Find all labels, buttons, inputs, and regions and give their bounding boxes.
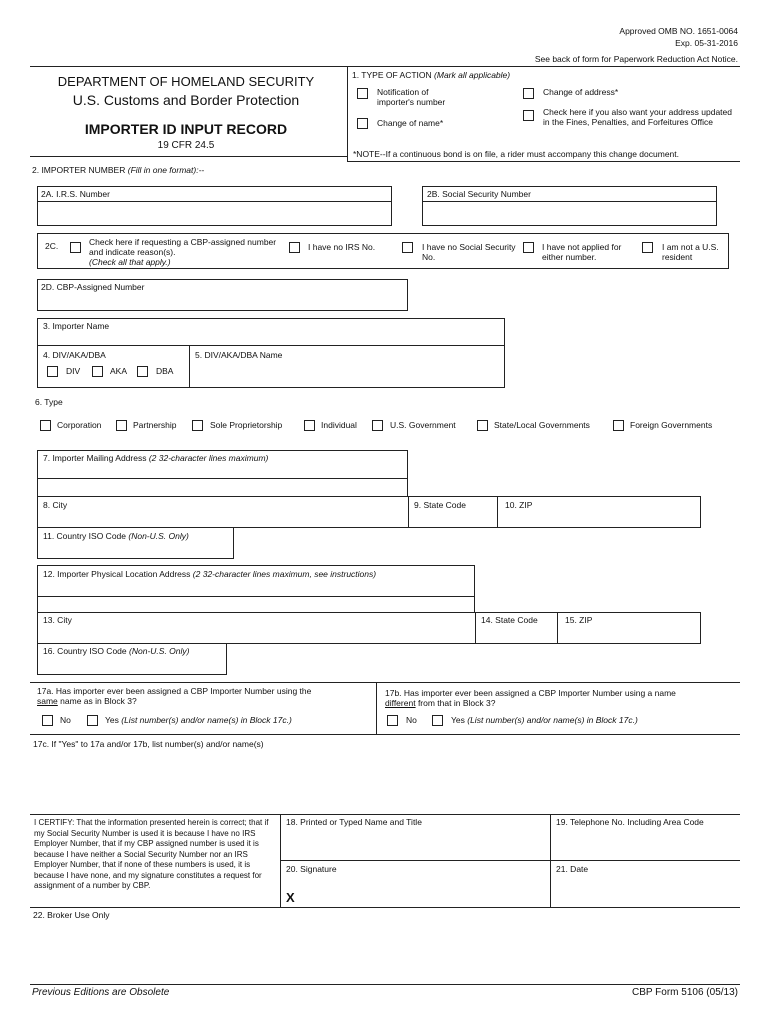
change-name-checkbox[interactable]: [357, 118, 368, 129]
signature-x-mark: X: [286, 890, 295, 905]
physical-address-label: 12. Importer Physical Location Address (2 32-character lines maximum, see instructions): [43, 569, 377, 579]
cfr-reference: 19 CFR 24.5: [157, 140, 215, 151]
block17c-label: 17c. If "Yes" to 17a and/or 17b, list number(s) and/or name(s): [33, 739, 264, 749]
mailing-city-label: 8. City: [43, 500, 68, 510]
no-irs-checkbox[interactable]: [289, 242, 300, 253]
physical-address-line1-field[interactable]: [38, 580, 474, 595]
cbp-request-label: Check here if requesting a CBP-assigned number and indicate reason(s). (Check all that apply.): [89, 237, 277, 267]
div-checkbox[interactable]: [47, 366, 58, 377]
div-aka-dba-label: 4. DIV/AKA/DBA: [43, 350, 106, 360]
block2c-label: 2C.: [45, 241, 59, 251]
block17a-yes-label: Yes (List number(s) and/or name(s) in Block 17c.): [105, 715, 292, 725]
type-corporation-label: Corporation: [57, 420, 102, 430]
mailing-address-label: 7. Importer Mailing Address (2 32-character lines maximum): [43, 453, 269, 463]
block17-bottom-rule: [30, 734, 740, 735]
type-foreign-checkbox[interactable]: [613, 420, 624, 431]
type-state-local-label: State/Local Governments: [494, 420, 590, 430]
notification-label: Notification of importer's number: [377, 87, 446, 107]
physical-zip-field[interactable]: [558, 626, 700, 643]
header-rule: [30, 66, 740, 67]
type-sole-proprietorship-checkbox[interactable]: [192, 420, 203, 431]
bond-note: *NOTE--If a continuous bond is on file, a rider must accompany this change document.: [353, 149, 679, 159]
type-state-local-checkbox[interactable]: [477, 420, 488, 431]
date-label: 21. Date: [556, 864, 589, 874]
importer-name-field[interactable]: [38, 332, 504, 344]
telephone-label: 19. Telephone No. Including Area Code: [556, 817, 704, 827]
certify-bottom-rule: [30, 907, 740, 908]
footer-rule: [30, 984, 740, 985]
notification-checkbox[interactable]: [357, 88, 368, 99]
block17-top-rule: [30, 682, 740, 683]
irs-number-field[interactable]: [38, 203, 391, 225]
dba-checkbox[interactable]: [137, 366, 148, 377]
certify-middle-rule: [280, 860, 740, 861]
physical-zip-label: 15. ZIP: [565, 615, 593, 625]
telephone-field[interactable]: [552, 830, 738, 858]
printed-name-field[interactable]: [282, 830, 548, 858]
div-aka-dba-name-field[interactable]: [191, 362, 503, 386]
div-label: DIV: [66, 366, 81, 376]
block17b-no-checkbox[interactable]: [387, 715, 398, 726]
name-phone-divider: [550, 814, 551, 907]
mailing-state-field[interactable]: [409, 511, 496, 527]
type-sole-proprietorship-label: Sole Proprietorship: [210, 420, 283, 430]
printed-name-label: 18. Printed or Typed Name and Title: [286, 817, 422, 827]
header-divider: [347, 66, 348, 161]
not-resident-label: I am not a U.S. resident: [662, 242, 719, 262]
physical-address-line2-field[interactable]: [38, 597, 474, 612]
form-title: IMPORTER ID INPUT RECORD: [84, 121, 288, 137]
physical-city-label: 13. City: [43, 615, 72, 625]
paperwork-notice: See back of form for Paperwork Reduction Act Notice.: [534, 54, 738, 64]
certification-text: I CERTIFY: That the information presented herein is correct; that if my Social Security Number is used it is because I have no IRS Employer Number, that if my CBP assigned number is used it is because I have neither a Social Security Number nor an IRS Employer Number, that if none of these numbers is used, it is because I have none, and my signature constitutes a request for assignment of a number by CBP.: [34, 818, 269, 890]
block17a-question: 17a. Has importer ever been assigned a CBP Importer Number using the same name as in Block 3?: [37, 686, 312, 706]
mailing-zip-field[interactable]: [498, 511, 700, 527]
department-name: DEPARTMENT OF HOMELAND SECURITY: [57, 74, 315, 89]
block17c-field[interactable]: [33, 752, 738, 812]
type-corporation-checkbox[interactable]: [40, 420, 51, 431]
change-address-checkbox[interactable]: [523, 88, 534, 99]
mailing-zip-label: 10. ZIP: [505, 500, 533, 510]
block17b-question: 17b. Has importer ever been assigned a CBP Importer Number using a name different from that in Block 3?: [385, 688, 676, 708]
broker-use-field[interactable]: [33, 922, 738, 982]
no-ssn-label: I have no Social Security No.: [422, 242, 516, 262]
div-aka-dba-name-label: 5. DIV/AKA/DBA Name: [195, 350, 283, 360]
broker-use-label: 22. Broker Use Only: [33, 910, 110, 920]
type-us-government-label: U.S. Government: [390, 420, 456, 430]
type-partnership-label: Partnership: [133, 420, 177, 430]
mailing-country-label: 11. Country ISO Code (Non-U.S. Only): [43, 531, 189, 541]
block1-label: 1. TYPE OF ACTION (Mark all applicable): [352, 70, 511, 80]
fines-office-checkbox[interactable]: [523, 110, 534, 121]
omb-number: Approved OMB NO. 1651-0064: [619, 26, 738, 36]
physical-country-label: 16. Country ISO Code (Non-U.S. Only): [43, 646, 190, 656]
form-number: CBP Form 5106 (05/13): [632, 987, 738, 998]
block17a-no-checkbox[interactable]: [42, 715, 53, 726]
type-us-government-checkbox[interactable]: [372, 420, 383, 431]
mailing-state-label: 9. State Code: [414, 500, 466, 510]
importer-name-label: 3. Importer Name: [43, 321, 110, 331]
ssn-label: 2B. Social Security Number: [427, 189, 531, 199]
dba-label: DBA: [156, 366, 174, 376]
agency-name: U.S. Customs and Border Protection: [72, 92, 300, 108]
block17b-yes-label: Yes (List number(s) and/or name(s) in Block 17c.): [451, 715, 638, 725]
block2-label: 2. IMPORTER NUMBER (Fill in one format):--: [32, 165, 205, 175]
no-ssn-checkbox[interactable]: [402, 242, 413, 253]
importer-name-rule: [37, 345, 505, 346]
certify-divider: [280, 814, 281, 907]
type-partnership-checkbox[interactable]: [116, 420, 127, 431]
irs-number-rule: [37, 201, 392, 202]
block17a-no-label: No: [60, 715, 71, 725]
physical-city-field[interactable]: [38, 626, 474, 643]
mailing-address-line2-field[interactable]: [38, 479, 407, 496]
type-label: 6. Type: [35, 397, 63, 407]
block17-divider: [376, 682, 377, 734]
fines-office-label: Check here if you also want your address updated in the Fines, Penalties, and Forfeitures Office: [543, 107, 733, 127]
physical-state-field[interactable]: [476, 626, 556, 643]
block17b-yes-checkbox[interactable]: [432, 715, 443, 726]
not-applied-label: I have not applied for either number.: [542, 242, 622, 262]
mailing-city-field[interactable]: [38, 511, 407, 527]
ssn-rule: [422, 201, 717, 202]
cbp-request-checkbox[interactable]: [70, 242, 81, 253]
type-foreign-label: Foreign Governments: [630, 420, 713, 430]
signature-label: 20. Signature: [286, 864, 337, 874]
title-bottom-rule: [30, 156, 347, 157]
block4-5-divider: [189, 345, 190, 388]
change-name-label: Change of name*: [377, 118, 444, 128]
no-irs-label: I have no IRS No.: [308, 242, 376, 252]
physical-state-label: 14. State Code: [481, 615, 538, 625]
block17a-yes-checkbox[interactable]: [87, 715, 98, 726]
previous-editions-note: Previous Editions are Obsolete: [32, 987, 170, 998]
change-address-label: Change of address*: [543, 87, 619, 97]
block1-bottom-rule: [347, 161, 740, 162]
cbp-assigned-label: 2D. CBP-Assigned Number: [41, 282, 145, 292]
type-individual-label: Individual: [321, 420, 357, 430]
ssn-field[interactable]: [423, 203, 716, 225]
block17b-no-label: No: [406, 715, 417, 725]
date-field[interactable]: [552, 876, 738, 905]
aka-label: AKA: [110, 366, 128, 376]
type-individual-checkbox[interactable]: [304, 420, 315, 431]
irs-number-label: 2A. I.R.S. Number: [41, 189, 110, 199]
aka-checkbox[interactable]: [92, 366, 103, 377]
not-applied-checkbox[interactable]: [523, 242, 534, 253]
signature-field[interactable]: [300, 876, 548, 905]
expiration-date: Exp. 05-31-2016: [675, 38, 738, 48]
certify-top-rule: [30, 814, 740, 815]
not-resident-checkbox[interactable]: [642, 242, 653, 253]
mailing-address-line1-field[interactable]: [38, 464, 407, 477]
